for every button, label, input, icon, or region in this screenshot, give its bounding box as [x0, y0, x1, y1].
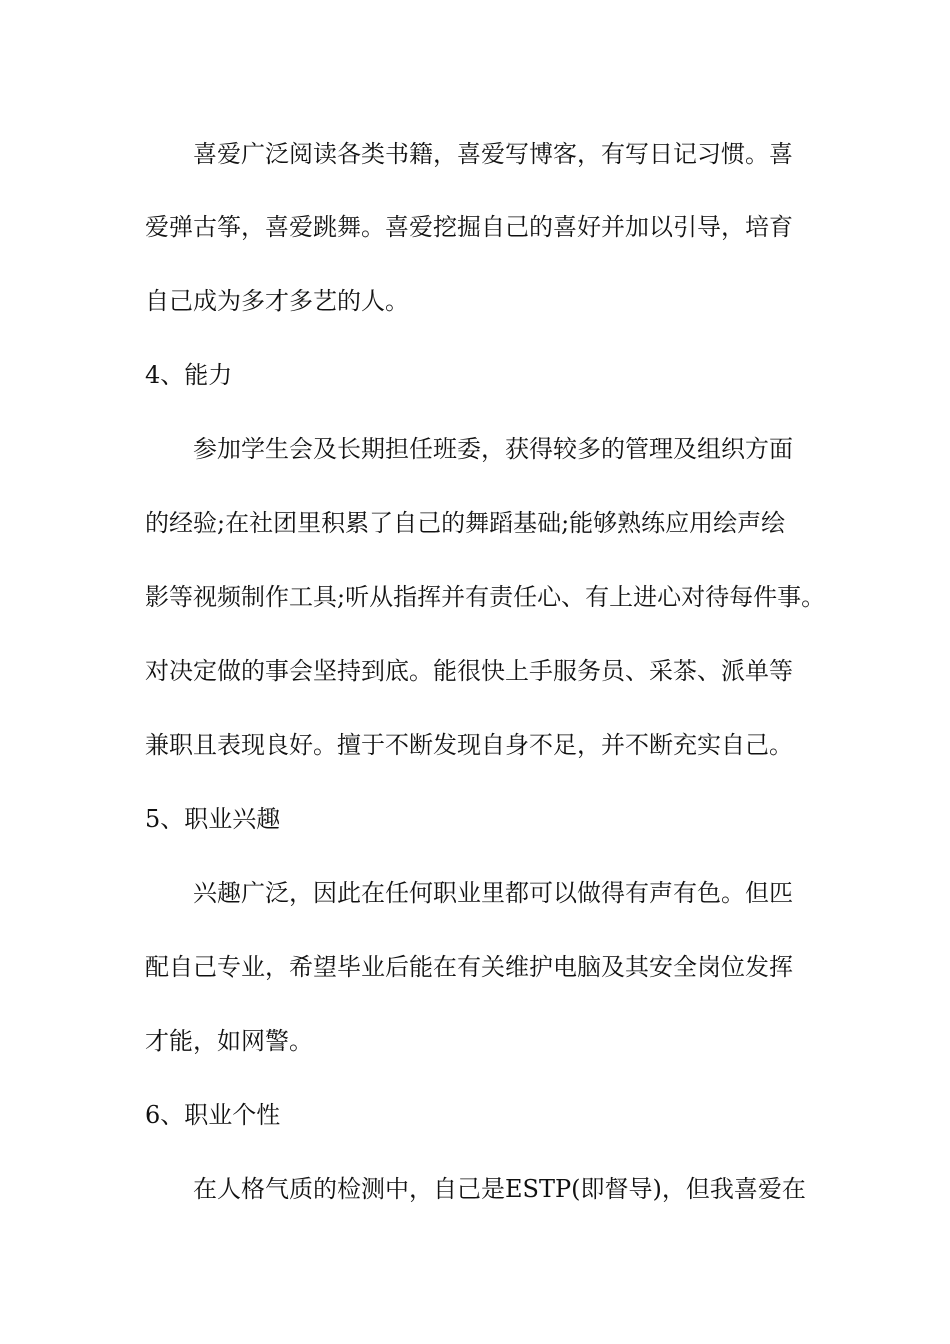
paragraph-ability-line-1: 参加学生会及长期担任班委，获得较多的管理及组织方面 — [193, 435, 793, 463]
paragraph-hobbies-line-1: 喜爱广泛阅读各类书籍，喜爱写博客，有写日记习惯。喜 — [193, 140, 793, 168]
paragraph-ability-line-2: 的经验;在社团里积累了自己的舞蹈基础;能够熟练应用绘声绘 — [145, 509, 786, 537]
section-heading-career-interest: 5、职业兴趣 — [145, 805, 281, 833]
paragraph-ability-line-5: 兼职且表现良好。擅于不断发现自身不足，并不断充实自己。 — [145, 731, 793, 759]
paragraph-personality-line-1: 在人格气质的检测中，自己是ESTP(即督导)，但我喜爱在 — [193, 1175, 806, 1203]
paragraph-hobbies-line-3: 自己成为多才多艺的人。 — [145, 287, 409, 315]
paragraph-hobbies-line-2: 爱弹古筝，喜爱跳舞。喜爱挖掘自己的喜好并加以引导，培育 — [145, 213, 793, 241]
paragraph-ability-line-3: 影等视频制作工具;听从指挥并有责任心、有上进心对待每件事。 — [145, 583, 826, 611]
paragraph-interest-line-3: 才能，如网警。 — [145, 1027, 313, 1055]
paragraph-interest-line-1: 兴趣广泛，因此在任何职业里都可以做得有声有色。但匹 — [193, 879, 793, 907]
paragraph-interest-line-2: 配自己专业，希望毕业后能在有关维护电脑及其安全岗位发挥 — [145, 953, 793, 981]
paragraph-ability-line-4: 对决定做的事会坚持到底。能很快上手服务员、采茶、派单等 — [145, 657, 793, 685]
section-heading-career-personality: 6、职业个性 — [145, 1101, 281, 1129]
section-heading-ability: 4、能力 — [145, 361, 233, 389]
